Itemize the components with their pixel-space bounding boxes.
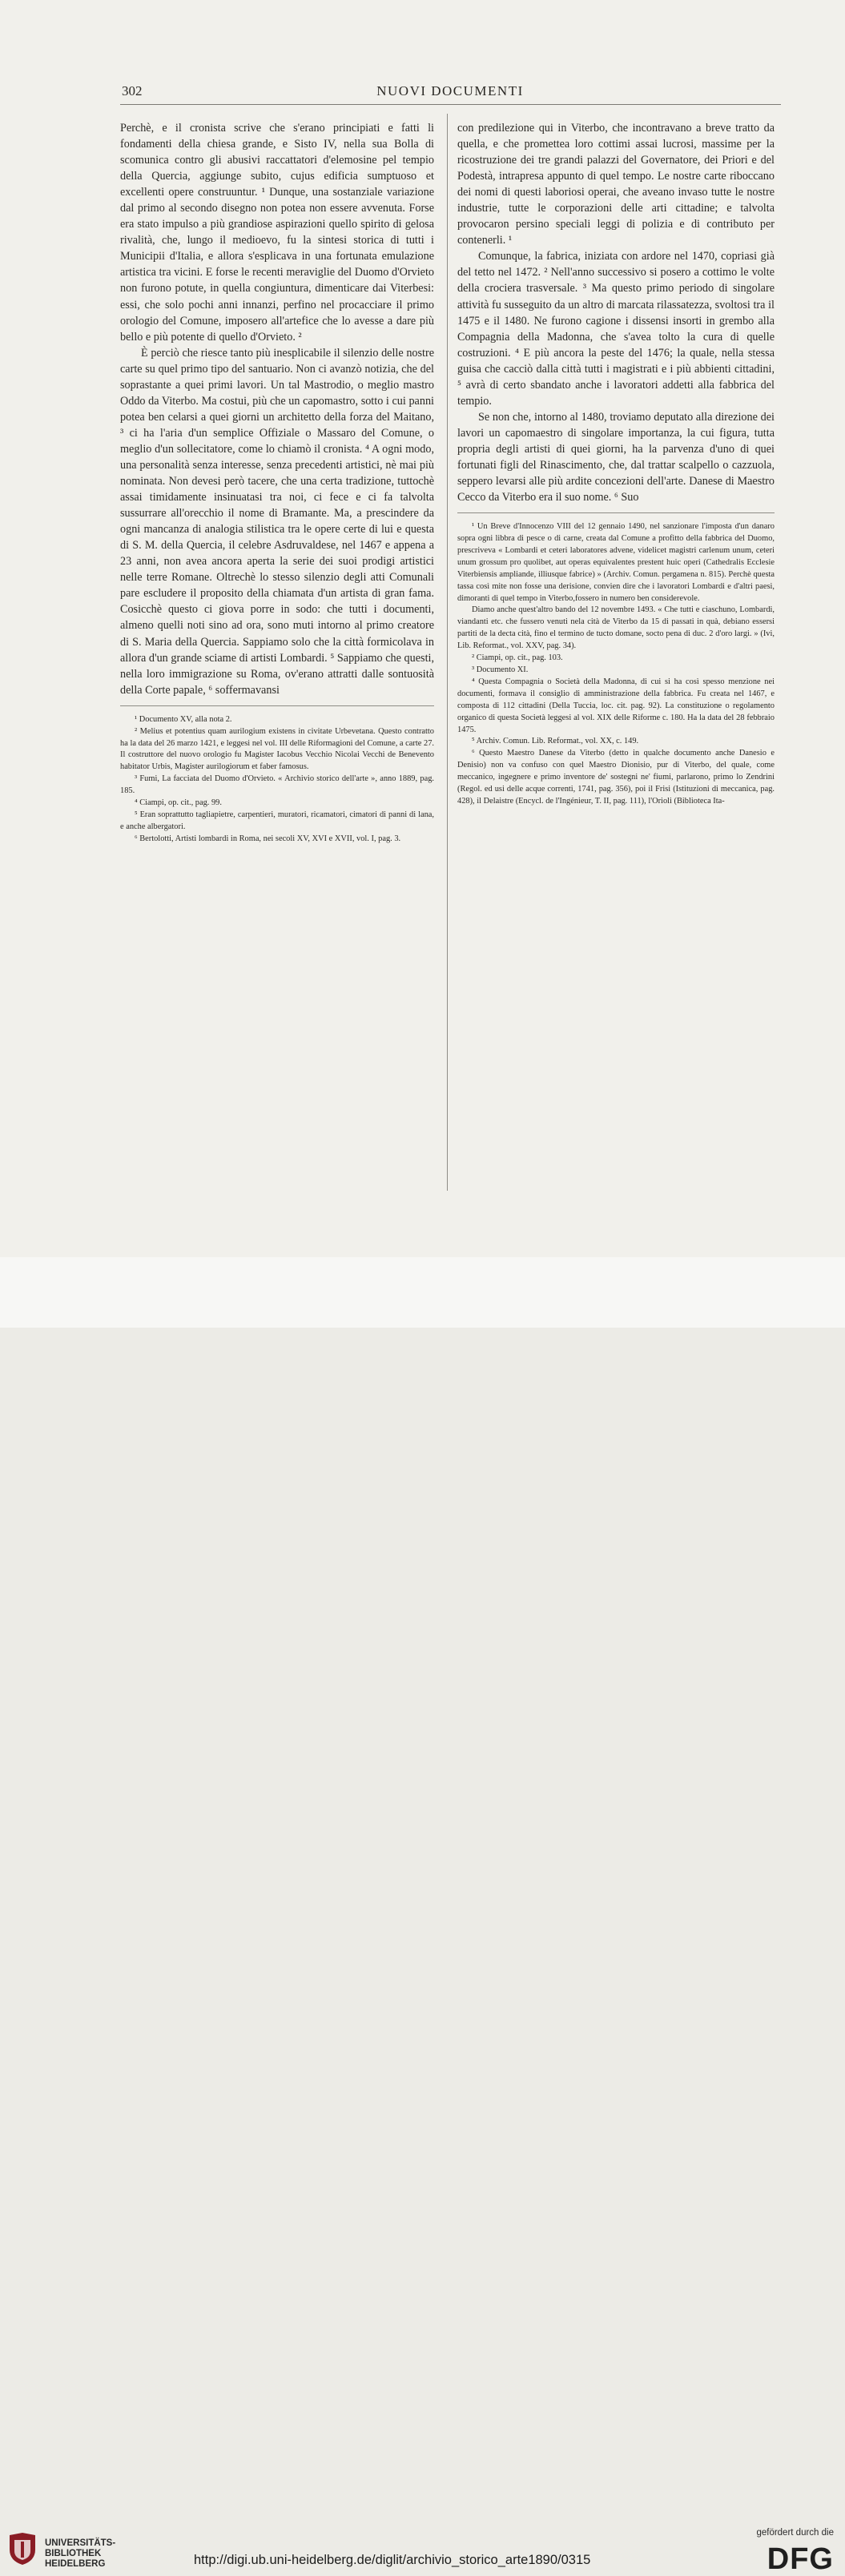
institution-line: UNIVERSITÄTS-: [45, 2538, 116, 2548]
body-paragraph: È perciò che riesce tanto più inesplicabile il silenzio delle nostre carte su quel primo tipo del santuario. Non ci avanzò notizia, che del soprastante a quei primi lavori. Un tal Mastrodio, o meglio mastro Oddo da Viterbo. Ma costui, più che un capomastro, sotto i cui panni potea ben celarsi a quei giorni un architetto della forza del Maitano, ³ ci ha l'aria d'un semplice Offiziale o Massaro del Comune, o meglio d'un sollecitatore, come lo chiamò il cronista. ⁴ A ogni modo, una personalità senza interesse, senza precedenti artistici, nè mai più nominata. Non devesi però tacere, che una certa tradizione, tuttochè assai timidamente insinuatasi tra noi, ci fece e ci fa talvolta sussurrare all'orecchio il nome di Bramante. Ma, a prescindere da ogni mancanza di analogia stilistica tra le opere certe di lui e questa di S. M. della Quercia, il celebre Asdruvaldese, nel 1467 e appena a 23 anni, non avea ancora aperta la serie dei suoi prodigi artistici nelle terre Romane. Oltrechè lo stesso silenzio degli atti Comunali pare escludere il proposito della chiamata d'un artista di gran fama. Cosicchè questo ci giova porre in sodo: che tutti i documenti, almeno quelli noti sino ad ora, sono muti intorno al primo creatore di S. Maria della Quercia. Sappiamo solo che la città formicolava in allora d'un grande sciame di artisti Lombardi. ⁵ Sappiamo che questi, nella loro immigrazione su Roma, ov'erano attratti dalle sontuosità della Corte papale, ⁶ soffermavansi: [120, 346, 434, 697]
footnote-separator: [120, 705, 434, 706]
running-title: NUOVI DOCUMENTI: [376, 83, 524, 98]
body-paragraph: Perchè, e il cronista scrive che s'erano principiati e fatti li fondamenti della chiesa grande, e Sisto IV, nella sua Bolla di scomunica contro gli abusivi raccattatori d'elemosine pel tempio della Quercia, aggiunge subito, cujus edificia sumptuoso et excellenti opere construuntur. ¹ Dunque, una sostanziale variazione dal primo al secondo disegno non potea non essere avvenuta. Forse era stato impulso a più grandiose aspirazioni quello spirito di gelosa rivalità, che, lungo il medioevo, fu la sintesi storica di tutti i Municipii d'Italia, e allora s'esplicava in una fortunata emulazione artistica tra vicini. E forse le recenti meraviglie del Duomo d'Orvieto non furono potute, in quella congiuntura, dimenticare dai Viterbesi: essi, che solo pochi anni innanzi, perfino nel procacciare il primo orologio del Comune, imposero all'artefice che lo avesse a dare più bello e più potente di quello d'Orvieto. ²: [120, 122, 434, 344]
footnote-separator: [457, 512, 775, 513]
scanned-page: [0, 0, 845, 1257]
right-footnotes: [457, 521, 775, 808]
permalink-url[interactable]: http://digi.ub.uni-heidelberg.de/diglit/archivio_storico_arte1890/0315: [194, 2553, 591, 2567]
institution-name: [45, 2538, 115, 2570]
left-footnotes: [120, 714, 434, 846]
footnote: ³ Fumi, La facciata del Duomo d'Orvieto. « Archivio storico dell'arte », anno 1889, pag. 185.: [120, 774, 434, 796]
body-paragraph: Se non che, intorno al 1480, troviamo deputato alla direzione dei lavori un capomaestro di singolare importanza, la cui figura, tutta propria degli artisti di quei giorni, ha la parvenza d'uno di quei fortunati figli del Rinascimento, che, dal trattar scalpello o cazzuola, seppero levarsi alle più ardite concezioni dell'arte. Danese di Maestro Cecco da Viterbo era il suo nome. ⁶ Suo: [457, 410, 775, 504]
funded-by-label: gefördert durch die: [756, 2528, 834, 2538]
header-rule: [120, 104, 781, 105]
footnote: ¹ Un Breve d'Innocenzo VIII del 12 gennaio 1490, nel sanzionare l'imposta d'un danaro sopra ogni libbra di pesce o di carne, creata dal Comune a profitto della fabbrica del Duomo, prescriveva « Lombardi et ceteri laboratores advene, videlicet magistri carlenum unum, ceteri unum grossum pro quolibet, aut operas equivalentes prestent huic operi (Cathedralis Ecclesie Viterbiensis ampliande, illiusque fabrice) » (Archiv. Comun. pergamena n. 815). Perchè questa tassa così mite non fosse una derisione, convien dire che i lavoratori Lombardi e d'altri paesi, dimoranti di quel tempo in Viterbo,fossero in numero ben considerevole.: [457, 522, 775, 603]
institution-line: BIBLIOTHEK: [45, 2549, 102, 2558]
footnote: ² Ciampi, op. cit., pag. 103.: [472, 653, 563, 663]
footnote: ⁵ Archiv. Comun. Lib. Reformat., vol. XX, c. 149.: [472, 737, 639, 746]
university-seal-icon: [8, 2532, 37, 2566]
footnote: ⁴ Questa Compagnia o Società della Madonna, di cui si ha così spesso menzione nei documenti, formava il consiglio di amministrazione della fabbrica. Fu creata nel 1467, e composta di 112 cittadini (Della Tuccia, loc. cit. pag. 92). La constituzione o regolamento organico di questa Società leggesi al vol. XIX delle Riforme c. 180. Ha la data del 28 febbraio 1475.: [457, 677, 775, 734]
institution-line: HEIDELBERG: [45, 2559, 106, 2569]
left-column: [120, 120, 434, 846]
viewer-footer: [0, 1257, 845, 2576]
footnote: Diamo anche quest'altro bando del 12 novembre 1493. « Che tutti e ciaschuno, Lombardi, viandanti etc. che fussero venuti nela cità de Viterbo da 15 di passati in quà, debiano essersi partiti de la decta cità, fino el termino de tucto domane, socto pena di duc. 2 d'oro largi. » (Ivi, Lib. Reformat., vol. XXV, pag. 34).: [457, 605, 775, 651]
footnote: ³ Documento XI.: [472, 665, 529, 674]
body-paragraph: Comunque, la fabrica, iniziata con ardore nel 1470, copriasi già del tetto nel 1472. ² Nell'anno successivo si posero a cottimo le volte della crociera trasversale. ³ Ma questo primo periodo di singolare attività fu susseguito da un altro di marcata rilassatezza, svoltosi tra il 1475 e il 1480. Ne furono cagione i dissensi insorti in grembo alla Compagnia della Madonna, che s'avea tolto la cura di quelle costruzioni. ⁴ E più ancora la peste del 1476; la quale, nella stessa guisa che cacciò dalla città tutti i magistrati e i più abbienti cittadini, ⁵ avrà di certo sbandato anche i lavoratori addetti alla fabbrica del tempio.: [457, 250, 775, 408]
dfg-logo: DFG: [767, 2542, 834, 2576]
footnote: ² Melius et potentius quam aurilogium existens in civitate Urbevetana. Questo contratto ha la data del 26 marzo 1421, e leggesi nel vol. III delle Riformagioni del Comune, a carte 27. Il costruttore del nuovo orologio fu Magister Iacobus Vecchio Nicolai Vecchi de Benevento habitator Urbis, Magister aurilogiorum et faber famosus.: [120, 726, 434, 772]
footnote: ⁴ Ciampi, op. cit., pag. 99.: [135, 798, 222, 808]
body-paragraph: con predilezione qui in Viterbo, che incontravano a breve tratto da quella, e che promettea loro cottimi assai lucrosi, massime per la ricostruzione dei tre grandi palazzi del Governatore, dei Priori e del Podestà, intrapresa appunto di quel tempo. Le nostre carte riboccano dei nomi di questi laboriosi operai, che aveano invaso tutte le nostre industrie, tutte le corporazioni delle arti cittadine; e talvolta provocaron persino speciali leggi di polizia e di contributo per contenerli. ¹: [457, 122, 775, 247]
footnote: ⁶ Questo Maestro Danese da Viterbo (detto in qualche documento anche Danesio e Denisio) non va confuso con quel Maestro Dionisio, pur di Viterbo, del quale, come meccanico, ingegnere e primo inventore de' sostegni ne' fiumi, parlarono, primo lo Zendrini (Regol. ed usi delle acque correnti, 1741, pag. 356), poi il Frisi (Istituzioni di meccanica, pag. 428), il Delaistre (Encycl. de l'Ingénieur, T. II, pag. 111), l'Orioli (Biblioteca Ita-: [457, 749, 775, 806]
page-number: 302: [122, 83, 143, 98]
footnote: ⁶ Bertolotti, Artisti lombardi in Roma, nei secoli XV, XVI e XVII, vol. I, pag. 3.: [135, 834, 401, 843]
column-divider: [447, 114, 448, 1191]
right-column: [457, 120, 775, 808]
footnote: ¹ Documento XV, alla nota 2.: [135, 714, 232, 724]
footnote: ⁵ Eran soprattutto tagliapietre, carpentieri, muratori, ricamatori, cimatori di panni di lana, e anche albergatori.: [120, 810, 434, 831]
